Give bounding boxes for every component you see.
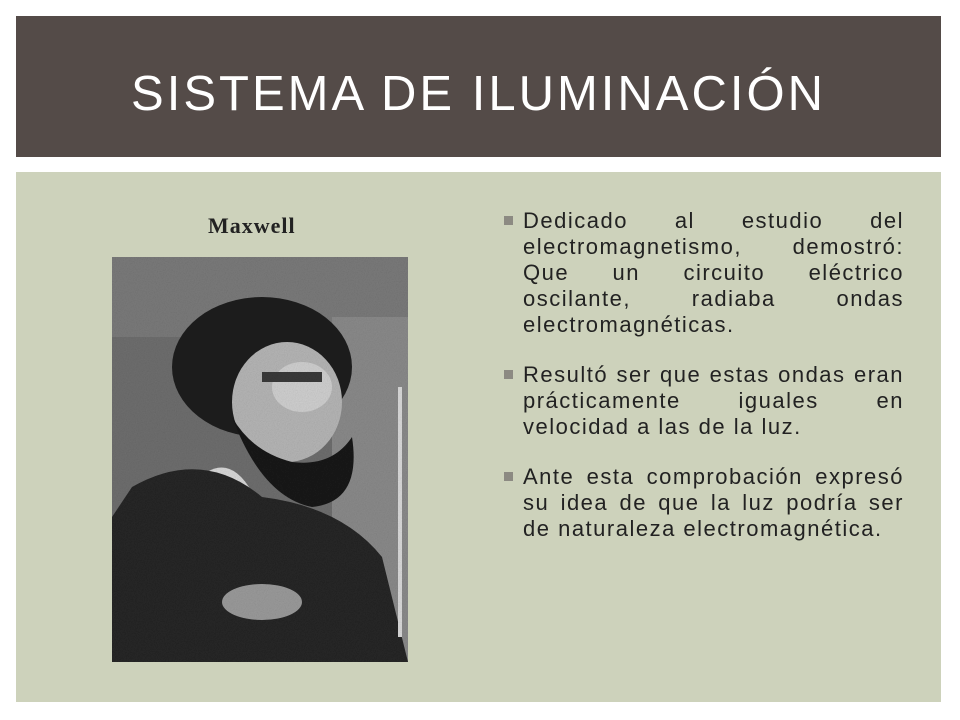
- slide-header: [16, 16, 941, 157]
- slide-title: SISTEMA DE ILUMINACIÓN: [131, 66, 826, 121]
- square-bullet-icon: [504, 370, 513, 379]
- bullet-text: Resultó ser que estas ondas eran prácticamente iguales en velocidad a las de la luz.: [523, 362, 904, 439]
- photo-caption: Maxwell: [208, 213, 296, 238]
- bullet-text: Dedicado al estudio del electromagnetismo, demostró: Que un circuito eléctrico oscilante, radiaba ondas electromagnéticas.: [523, 208, 904, 337]
- bullet-item: [504, 362, 904, 440]
- bullet-item: [504, 208, 904, 338]
- square-bullet-icon: [504, 216, 513, 225]
- portrait-image: [112, 257, 408, 662]
- maxwell-portrait: [112, 257, 408, 662]
- square-bullet-icon: [504, 472, 513, 481]
- bullet-list: [504, 208, 904, 566]
- bullet-item: [504, 464, 904, 542]
- bullet-text: Ante esta comprobación expresó su idea de que la luz podría ser de naturaleza electromagnética.: [523, 464, 904, 541]
